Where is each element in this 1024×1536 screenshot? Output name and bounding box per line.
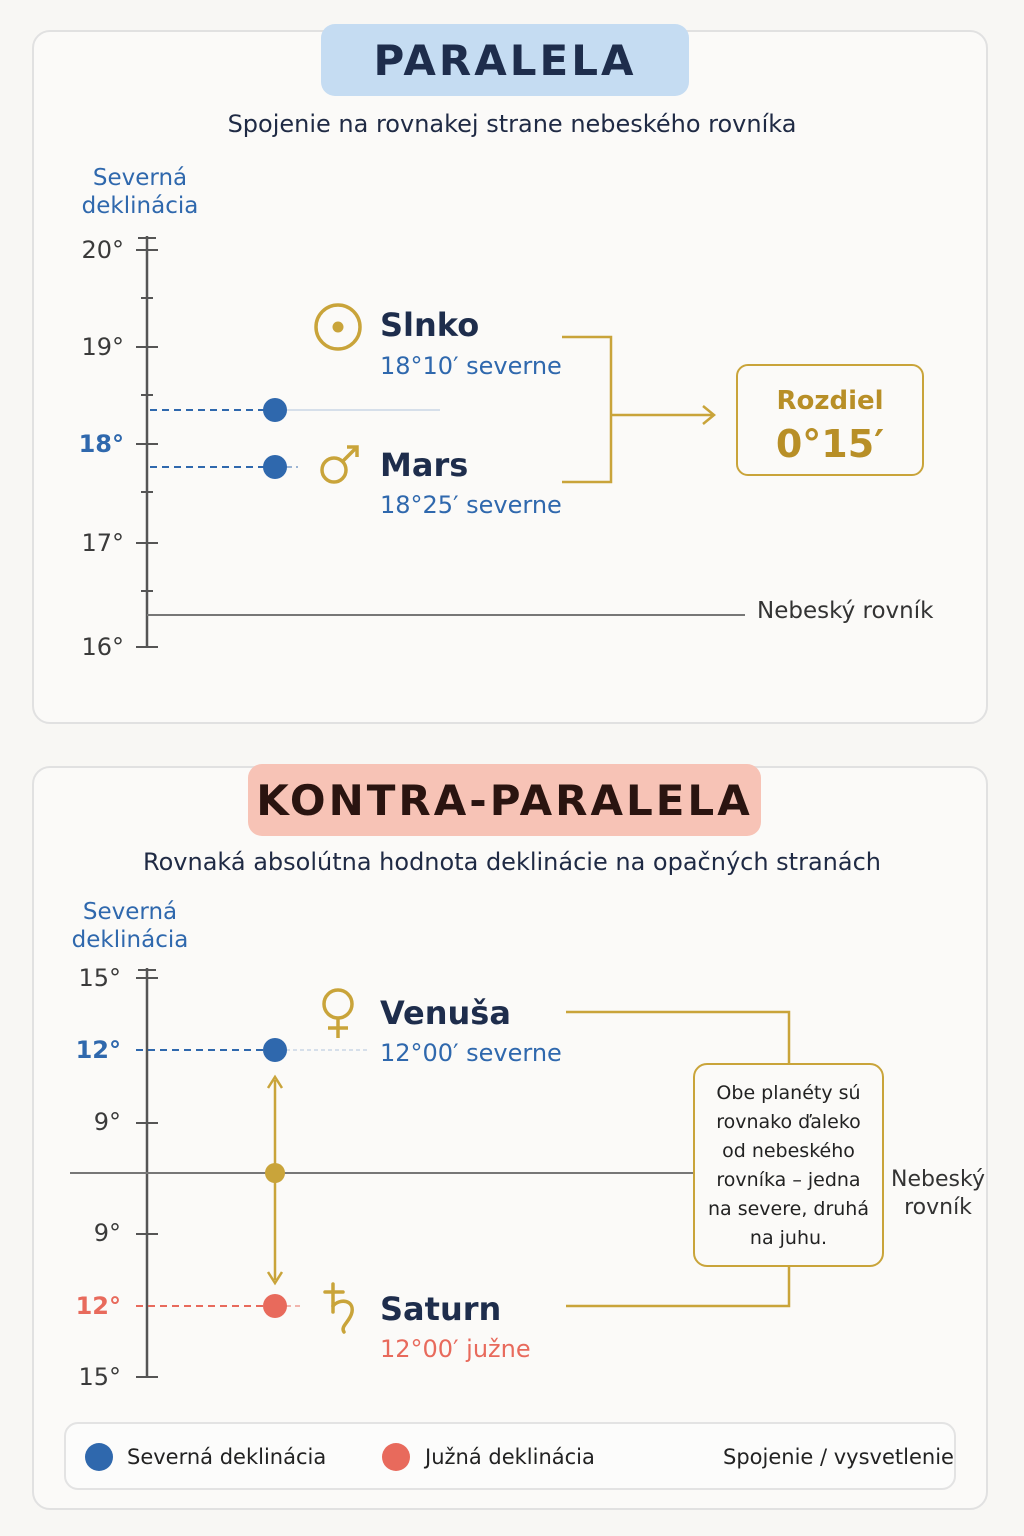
sun-point (263, 398, 287, 422)
paralela-equator-label: Nebeský rovník (757, 598, 934, 624)
tick-label: 16° (81, 633, 124, 661)
explanation-line: od nebeského (722, 1140, 855, 1162)
mars-point (263, 455, 287, 479)
paralela-axis-title (70, 164, 210, 220)
saturn-declination: 12°00′ južne (380, 1335, 531, 1363)
tick-label-highlight: 18° (78, 430, 124, 458)
tick-label-highlight: 12° (75, 1036, 121, 1064)
difference-label: Rozdiel (776, 386, 884, 416)
tick-label: 9° (93, 1219, 121, 1247)
explanation-line: Obe planéty sú (716, 1082, 861, 1104)
legend-north-swatch (85, 1443, 113, 1471)
tick-label: 9° (93, 1108, 121, 1136)
kontra-subtitle: Rovnaká absolútna hodnota deklinácie na opačných stranách (143, 848, 881, 876)
venus-declination: 12°00′ severne (380, 1039, 562, 1067)
legend-south-label: Južná deklinácia (425, 1445, 595, 1469)
kontra-axis-title (60, 898, 200, 954)
mars-name: Mars (380, 446, 469, 484)
axis-title-line-1: Severná (82, 899, 178, 925)
difference-box (736, 364, 924, 476)
venus-symbol-icon (324, 990, 352, 1038)
axis-title-line-2: deklinácia (81, 193, 199, 219)
tick-label: 17° (81, 529, 124, 557)
saturn-point (263, 1294, 287, 1318)
legend-south-swatch (382, 1443, 410, 1471)
equator-label-line-1: Nebeský (891, 1167, 985, 1192)
legend (64, 1422, 956, 1490)
explanation-box (693, 1063, 884, 1267)
tick-label: 15° (78, 964, 121, 992)
sun-name: Slnko (380, 306, 480, 344)
equator-midpoint (265, 1163, 285, 1183)
difference-bracket (562, 337, 714, 482)
explanation-line: na severe, druhá (707, 1198, 869, 1220)
paralela-subtitle: Spojenie na rovnakej strane nebeského rovníka (227, 110, 797, 138)
mars-declination: 18°25′ severne (380, 491, 562, 519)
explanation-line: na juhu. (749, 1227, 828, 1249)
paralela-title: PARALELA (321, 24, 689, 96)
tick-label: 19° (81, 333, 124, 361)
explanation-line: rovnako ďaleko (716, 1111, 861, 1133)
equator-label-line-2: rovník (904, 1195, 972, 1220)
sun-declination: 18°10′ severne (380, 352, 562, 380)
tick-label-highlight: 12° (75, 1292, 121, 1320)
difference-value: 0°15′ (775, 422, 885, 466)
sun-symbol-icon (316, 305, 360, 349)
tick-label: 15° (78, 1363, 121, 1391)
mars-symbol-icon (322, 447, 357, 482)
saturn-symbol-icon (325, 1284, 352, 1332)
venus-point (263, 1038, 287, 1062)
axis-title-line-1: Severná (92, 165, 188, 191)
kontra-equator-label (890, 1166, 986, 1222)
legend-connection-label: Spojenie / vysvetlenie (723, 1445, 954, 1469)
axis-title-line-2: deklinácia (71, 927, 189, 953)
saturn-name: Saturn (380, 1290, 502, 1328)
legend-north-label: Severná deklinácia (127, 1445, 327, 1469)
explanation-line: rovníka – jedna (716, 1169, 861, 1191)
venus-name: Venuša (380, 994, 511, 1032)
tick-label: 20° (81, 236, 124, 264)
kontra-title: KONTRA-PARALELA (248, 764, 761, 836)
